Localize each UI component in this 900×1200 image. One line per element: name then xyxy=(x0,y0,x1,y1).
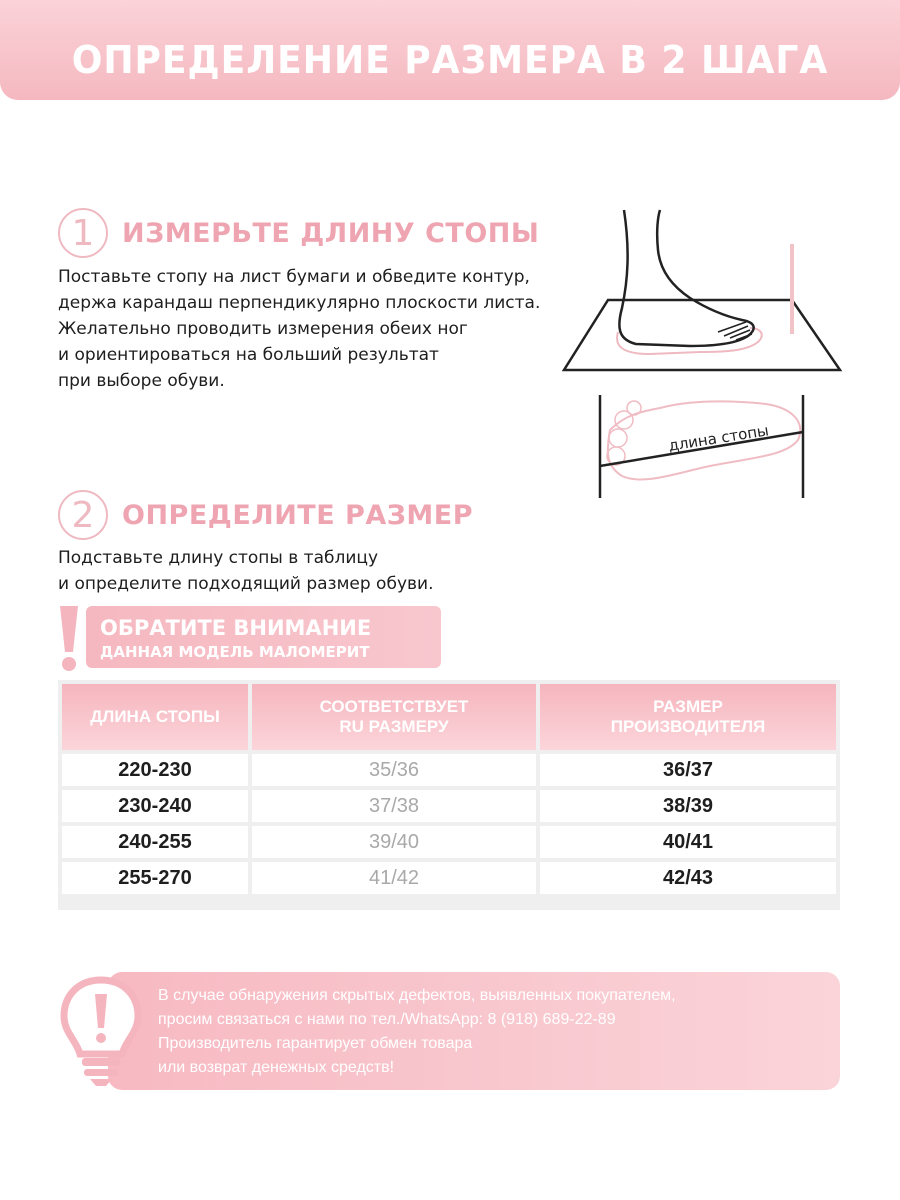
size-table xyxy=(58,680,840,910)
header-maker-size: РАЗМЕР ПРОИЗВОДИТЕЛЯ xyxy=(540,684,836,750)
header-banner xyxy=(0,0,900,100)
lightbulb-warning-icon xyxy=(60,976,142,1088)
step-1-instructions: Поставьте стопу на лист бумаги и обведите контур, держа карандаш перпендикулярно плоскости листа. Желательно проводить измерения обеих ног и ориентироваться на больший результат при выборе обуви. xyxy=(58,267,541,391)
header-foot-length: ДЛИНА СТОПЫ xyxy=(62,684,248,750)
foot-on-paper-icon xyxy=(540,190,880,510)
notice-subtitle: ДАННАЯ МОДЕЛЬ МАЛОМЕРИТ xyxy=(100,643,370,661)
step-2-number: 2 xyxy=(58,490,108,540)
notice-title: ОБРАТИТЕ ВНИМАНИЕ xyxy=(100,616,372,640)
notice-box xyxy=(86,606,441,668)
table-row: 255-270 41/42 42/43 xyxy=(62,862,836,894)
table-row: 230-240 37/38 38/39 xyxy=(62,790,836,822)
table-header-row xyxy=(62,684,836,750)
table-row: 220-230 35/36 36/37 xyxy=(62,754,836,786)
exclamation-icon xyxy=(58,604,80,672)
header-ru-size: СООТВЕТСТВУЕТ RU РАЗМЕРУ xyxy=(252,684,536,750)
step-1-number: 1 xyxy=(58,208,108,258)
step-1-heading xyxy=(58,208,539,258)
step-1-title: ИЗМЕРЬТЕ ДЛИНУ СТОПЫ xyxy=(122,217,540,249)
step-2-heading xyxy=(58,490,473,540)
table-row: 240-255 39/40 40/41 xyxy=(62,826,836,858)
step-2-title: ОПРЕДЕЛИТЕ РАЗМЕР xyxy=(122,499,474,531)
foot-measurement-illustration xyxy=(540,190,880,510)
svg-text:длина стопы: длина стопы xyxy=(667,421,771,455)
step-2-instructions: Подставьте длину стопы в таблицу и определите подходящий размер обуви. xyxy=(58,548,434,594)
warranty-text: В случае обнаружения скрытых дефектов, выявленных покупателем, просим связаться с нами по тел./WhatsApp: 8 (918) 689-22-89 Производитель гарантирует обмен товара или возврат денежных средств! xyxy=(158,987,676,1076)
page-title: ОПРЕДЕЛЕНИЕ РАЗМЕРА В 2 ШАГА xyxy=(71,38,829,82)
warranty-banner xyxy=(60,972,840,1090)
